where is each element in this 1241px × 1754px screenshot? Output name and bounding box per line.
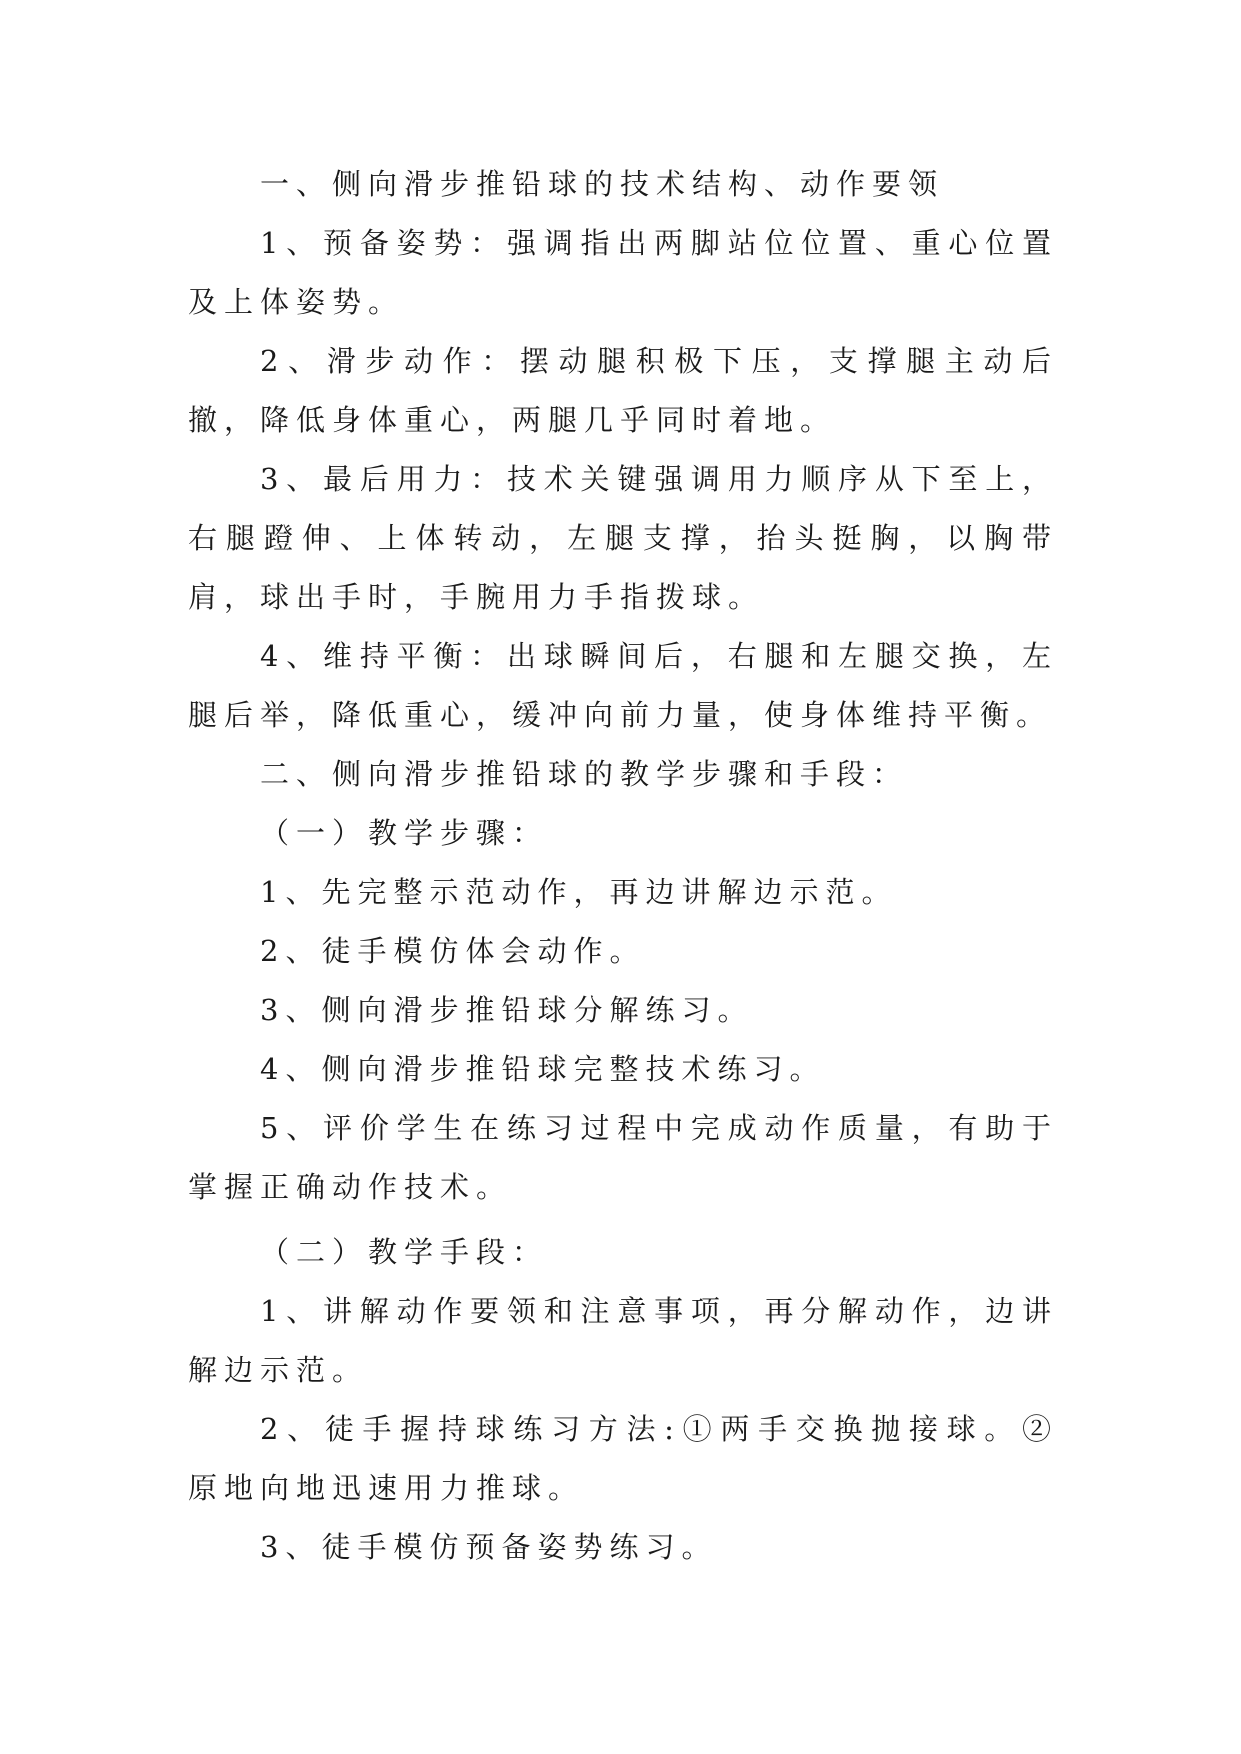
paragraph-glide: 2、滑步动作：摆动腿积极下压，支撑腿主动后撤，降低身体重心，两腿几乎同时着地。 [188,344,1058,437]
subsection-heading-steps: （一）教学步骤： [260,816,549,850]
list-item-step-3: 3、侧向滑步推铅球分解练习。 [260,993,754,1027]
document-body [188,155,1058,1577]
list-item-method-1: 1、讲解动作要领和注意事项，再分解动作，边讲解边示范。 [188,1294,1058,1387]
list-item-step-2: 2、徒手模仿体会动作。 [260,934,646,968]
list-item-method-3: 3、徒手模仿预备姿势练习。 [260,1530,718,1564]
list-item-method-2: 2、徒手握持球练习方法:①两手交换抛接球。②原地向地迅速用力推球。 [188,1412,1058,1505]
paragraph-balance: 4、维持平衡：出球瞬间后，右腿和左腿交换，左腿后举，降低重心，缓冲向前力量，使身体维持平衡。 [188,639,1058,732]
list-item-step-1: 1、先完整示范动作，再边讲解边示范。 [260,875,898,909]
subsection-heading-methods: （二）教学手段： [260,1235,549,1269]
list-item-step-5: 5、评价学生在练习过程中完成动作质量，有助于掌握正确动作技术。 [188,1111,1058,1204]
section-heading-2: 二、侧向滑步推铅球的教学步骤和手段： [260,757,909,791]
section-heading-1: 一、侧向滑步推铅球的技术结构、动作要领 [260,167,945,201]
paragraph-preparation: 1、预备姿势：强调指出两脚站位位置、重心位置及上体姿势。 [188,226,1058,319]
paragraph-final-force: 3、最后用力：技术关键强调用力顺序从下至上，右腿蹬伸、上体转动，左腿支撑，抬头挺胸，以胸带肩，球出手时，手腕用力手指拨球。 [188,462,1058,614]
list-item-step-4: 4、侧向滑步推铅球完整技术练习。 [260,1052,826,1086]
